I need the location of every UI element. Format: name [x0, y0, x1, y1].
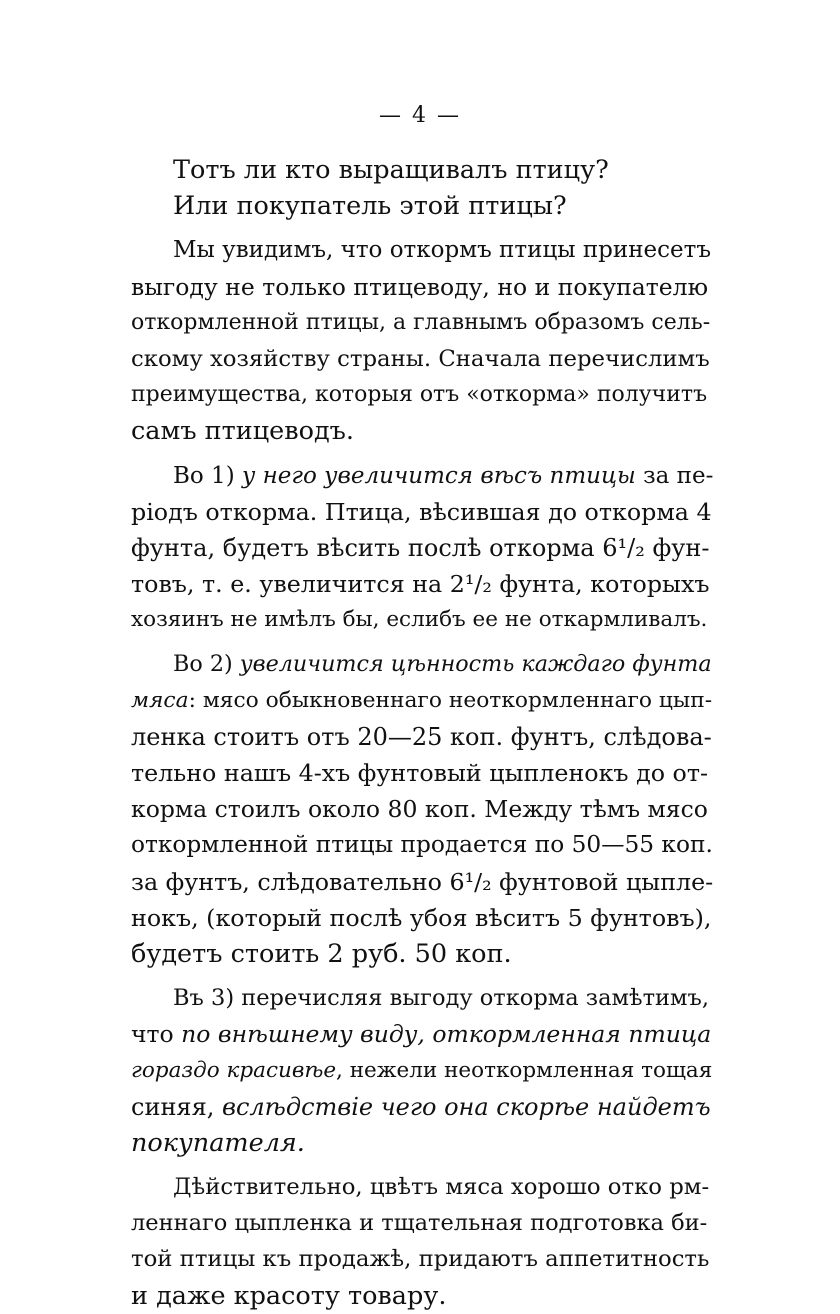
text-run: синяя,: [131, 1092, 215, 1121]
text-line: [131, 1016, 713, 1052]
text-line: [131, 683, 713, 719]
text-line: нокъ, (который послѣ убоя вѣситъ 5 фунтовъ),: [131, 903, 712, 932]
text-line: за фунтъ, слѣдовательно 6¹/₂ фунтовой цыпле-: [131, 867, 714, 896]
italic-run: у него увеличится вѣсъ птицы: [241, 462, 636, 489]
text-line: [131, 1053, 713, 1089]
text-line: [131, 1125, 713, 1161]
text-run: , нежели неоткормленная тощая: [336, 1057, 713, 1083]
text-line: Тотъ ли кто выращивалъ птицу?: [173, 155, 609, 185]
text-line: скому хозяйству страны. Сначала перечислимъ: [131, 345, 710, 372]
text-line: тельно нашъ 4-хъ фунтовый цыпленокъ до от-: [131, 759, 709, 787]
text-run: Во 1): [173, 462, 235, 489]
text-run: что: [131, 1020, 174, 1049]
text-line: самъ птицеводъ.: [131, 416, 354, 447]
text-line: откормленной птицы, а главнымъ образомъ сель-: [131, 309, 711, 335]
page-number: — 4 —: [379, 103, 461, 128]
italic-run: вслѣдствіе чего она скорѣе найдетъ: [221, 1092, 711, 1121]
italic-run: по внѣшнему виду, откормленная птица: [181, 1020, 712, 1049]
text-line: преимущества, которыя отъ «откорма» получитъ: [131, 382, 708, 408]
text-line: [131, 646, 713, 682]
text-line: [131, 1089, 713, 1125]
text-line: товъ, т. е. увеличится на 2¹/₂ фунта, которыхъ: [131, 570, 710, 599]
text-line: той птицы къ продажѣ, придаютъ аппетитность: [131, 1246, 710, 1273]
text-line: Дѣйствительно, цвѣтъ мяса хорошо отко рм-: [173, 1174, 710, 1201]
text-line: и даже красоту товару.: [131, 1280, 447, 1311]
text-line: корма стоилъ около 80 коп. Между тѣмъ мясо: [131, 795, 708, 824]
italic-run: покупателя.: [131, 1127, 305, 1158]
text-line: выгоду не только птицеводу, но и покупателю: [131, 272, 709, 301]
text-run: : мясо обыкновеннаго неоткормленнаго цып-: [188, 687, 713, 713]
text-line: хозяинъ не имѣлъ бы, еслибъ ее не откармливалъ.: [131, 607, 708, 633]
text-line: Въ 3) перечисляя выгоду откорма замѣтимъ,: [173, 985, 709, 1012]
text-line: Мы увидимъ, что откормъ птицы принесетъ: [173, 237, 712, 264]
body-text: [131, 152, 713, 1314]
text-line: фунта, будетъ вѣсить послѣ откорма 6¹/₂ фун-: [131, 533, 710, 562]
text-line: ріодъ откорма. Птица, вѣсившая до откорма 4: [131, 497, 712, 526]
text-line: [131, 458, 713, 494]
text-line: ленка стоитъ отъ 20—25 коп. фунтъ, слѣдова-: [131, 722, 712, 751]
text-line: леннаго цыпленка и тщательная подготовка би-: [131, 1210, 708, 1237]
italic-run: гораздо красивѣе: [131, 1057, 337, 1083]
text-line: Или покупатель этой птицы?: [173, 191, 567, 222]
text-run: Во 2): [173, 651, 233, 678]
text-run: за пе-: [643, 462, 714, 489]
text-line: откормленной птицы продается по 50—55 коп.: [131, 831, 713, 859]
italic-run: увеличится цѣнность каждаго фунта: [239, 651, 712, 678]
text-line: будетъ стоить 2 руб. 50 коп.: [131, 938, 512, 969]
italic-run: мяса: [131, 687, 189, 713]
